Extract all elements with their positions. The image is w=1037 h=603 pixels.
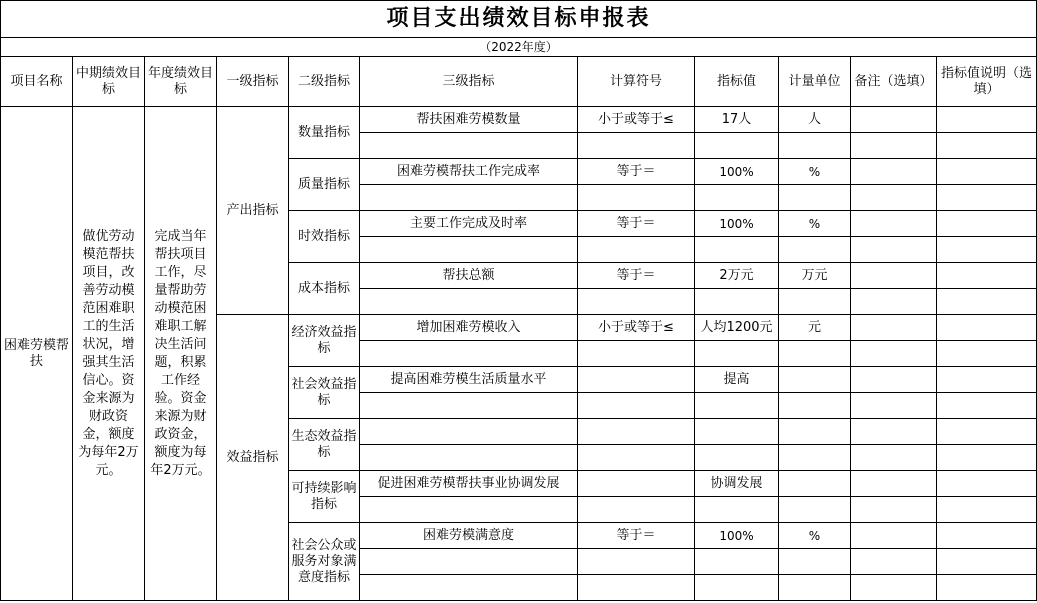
empty-cell xyxy=(779,341,851,367)
header-level3: 三级指标 xyxy=(360,57,578,107)
header-row xyxy=(1,57,1037,107)
empty-cell xyxy=(937,419,1037,445)
empty-cell xyxy=(695,549,779,575)
empty-cell xyxy=(695,419,779,445)
empty-cell xyxy=(360,185,578,211)
remark-cell xyxy=(851,263,937,289)
level3-cell: 提高困难劳模生活质量水平 xyxy=(360,367,578,393)
empty-cell xyxy=(360,419,578,445)
level3-cell: 主要工作完成及时率 xyxy=(360,211,578,237)
empty-cell xyxy=(578,575,695,601)
operator-cell: 等于＝ xyxy=(578,263,695,289)
empty-cell xyxy=(779,549,851,575)
level3-cell: 困难劳模帮扶工作完成率 xyxy=(360,159,578,185)
level1-benefit: 效益指标 xyxy=(217,315,289,601)
header-unit: 计量单位 xyxy=(779,57,851,107)
remark-cell xyxy=(851,107,937,133)
level3-cell: 困难劳模满意度 xyxy=(360,523,578,549)
level1-output: 产出指标 xyxy=(217,107,289,315)
empty-cell xyxy=(779,419,851,445)
unit-cell: % xyxy=(779,523,851,549)
empty-cell xyxy=(779,445,851,471)
level2-sustainable: 可持续影响指标 xyxy=(289,471,360,523)
empty-cell xyxy=(851,419,937,445)
empty-cell xyxy=(851,393,937,419)
remark-cell xyxy=(851,159,937,185)
level2-ecological: 生态效益指标 xyxy=(289,419,360,471)
empty-cell xyxy=(779,133,851,159)
empty-cell xyxy=(937,575,1037,601)
empty-cell xyxy=(695,133,779,159)
header-value-note: 指标值说明（选填） xyxy=(937,57,1037,107)
level2-quality: 质量指标 xyxy=(289,159,360,211)
value-note-cell xyxy=(937,471,1037,497)
empty-cell xyxy=(695,341,779,367)
level2-social: 社会效益指标 xyxy=(289,367,360,419)
header-annual-goal: 年度绩效目标 xyxy=(145,57,217,107)
value-note-cell xyxy=(937,315,1037,341)
level2-timeliness: 时效指标 xyxy=(289,211,360,263)
empty-cell xyxy=(360,549,578,575)
empty-cell xyxy=(360,445,578,471)
value-note-cell xyxy=(937,523,1037,549)
empty-cell xyxy=(578,419,695,445)
value-cell: 100% xyxy=(695,523,779,549)
unit-cell xyxy=(779,471,851,497)
header-operator: 计算符号 xyxy=(578,57,695,107)
empty-cell xyxy=(937,393,1037,419)
empty-cell xyxy=(695,185,779,211)
empty-cell xyxy=(937,133,1037,159)
empty-cell xyxy=(851,497,937,523)
empty-cell xyxy=(779,237,851,263)
empty-cell xyxy=(695,575,779,601)
value-cell: 17人 xyxy=(695,107,779,133)
value-cell: 100% xyxy=(695,211,779,237)
empty-cell xyxy=(851,341,937,367)
header-remark: 备注（选填） xyxy=(851,57,937,107)
value-cell: 提高 xyxy=(695,367,779,393)
header-level2: 二级指标 xyxy=(289,57,360,107)
unit-cell: 人 xyxy=(779,107,851,133)
empty-cell xyxy=(851,575,937,601)
level2-satisfaction: 社会公众或服务对象满意度指标 xyxy=(289,523,360,601)
empty-cell xyxy=(937,185,1037,211)
unit-cell: 万元 xyxy=(779,263,851,289)
unit-cell xyxy=(779,367,851,393)
level3-cell: 增加困难劳模收入 xyxy=(360,315,578,341)
empty-cell xyxy=(360,497,578,523)
empty-cell xyxy=(578,237,695,263)
project-name: 困难劳模帮扶 xyxy=(1,107,73,601)
empty-cell xyxy=(578,393,695,419)
table-row xyxy=(1,107,1037,133)
value-cell: 协调发展 xyxy=(695,471,779,497)
empty-cell xyxy=(360,133,578,159)
empty-cell xyxy=(937,289,1037,315)
header-value: 指标值 xyxy=(695,57,779,107)
level3-cell: 促进困难劳模帮扶事业协调发展 xyxy=(360,471,578,497)
empty-cell xyxy=(937,237,1037,263)
operator-cell: 小于或等于≤ xyxy=(578,315,695,341)
form-year: （2022年度） xyxy=(1,38,1037,57)
value-note-cell xyxy=(937,159,1037,185)
remark-cell xyxy=(851,471,937,497)
empty-cell xyxy=(578,133,695,159)
operator-cell: 等于＝ xyxy=(578,523,695,549)
value-cell: 100% xyxy=(695,159,779,185)
empty-cell xyxy=(779,575,851,601)
empty-cell xyxy=(937,341,1037,367)
empty-cell xyxy=(360,341,578,367)
unit-cell: % xyxy=(779,159,851,185)
value-note-cell xyxy=(937,367,1037,393)
empty-cell xyxy=(360,393,578,419)
form-title: 项目支出绩效目标申报表 xyxy=(1,1,1037,38)
value-note-cell xyxy=(937,263,1037,289)
empty-cell xyxy=(360,289,578,315)
empty-cell xyxy=(851,289,937,315)
header-level1: 一级指标 xyxy=(217,57,289,107)
operator-cell: 等于＝ xyxy=(578,211,695,237)
header-project-name: 项目名称 xyxy=(1,57,73,107)
empty-cell xyxy=(851,185,937,211)
remark-cell xyxy=(851,367,937,393)
empty-cell xyxy=(779,289,851,315)
level2-quantity: 数量指标 xyxy=(289,107,360,159)
value-note-cell xyxy=(937,107,1037,133)
remark-cell xyxy=(851,211,937,237)
empty-cell xyxy=(779,393,851,419)
empty-cell xyxy=(851,133,937,159)
empty-cell xyxy=(695,393,779,419)
empty-cell xyxy=(578,341,695,367)
value-cell: 人均1200元 xyxy=(695,315,779,341)
empty-cell xyxy=(578,497,695,523)
value-cell: 2万元 xyxy=(695,263,779,289)
remark-cell xyxy=(851,315,937,341)
remark-cell xyxy=(851,523,937,549)
header-mid-goal: 中期绩效目标 xyxy=(73,57,145,107)
empty-cell xyxy=(779,497,851,523)
level2-economic: 经济效益指标 xyxy=(289,315,360,367)
empty-cell xyxy=(779,185,851,211)
empty-cell xyxy=(937,445,1037,471)
empty-cell xyxy=(695,237,779,263)
unit-cell: 元 xyxy=(779,315,851,341)
level3-cell: 帮扶总额 xyxy=(360,263,578,289)
value-note-cell xyxy=(937,211,1037,237)
empty-cell xyxy=(695,497,779,523)
empty-cell xyxy=(851,445,937,471)
operator-cell: 小于或等于≤ xyxy=(578,107,695,133)
empty-cell xyxy=(851,237,937,263)
empty-cell xyxy=(851,549,937,575)
empty-cell xyxy=(578,289,695,315)
empty-cell xyxy=(578,549,695,575)
empty-cell xyxy=(937,497,1037,523)
empty-cell xyxy=(578,445,695,471)
mid-term-goal: 做优劳动模范帮扶项目，改善劳动模范困难职工的生活状况，增强其生活信心。资金来源为财政资金，额度为每年2万元。 xyxy=(73,107,145,601)
empty-cell xyxy=(937,549,1037,575)
level2-cost: 成本指标 xyxy=(289,263,360,315)
unit-cell: % xyxy=(779,211,851,237)
empty-cell xyxy=(360,575,578,601)
operator-cell xyxy=(578,367,695,393)
annual-goal: 完成当年帮扶项目工作，尽量帮助劳动模范困难职工解决生活问题，积累工作经验。资金来源为财政资金，额度为每年2万元。 xyxy=(145,107,217,601)
level3-cell: 帮扶困难劳模数量 xyxy=(360,107,578,133)
empty-cell xyxy=(695,289,779,315)
empty-cell xyxy=(578,185,695,211)
operator-cell: 等于＝ xyxy=(578,159,695,185)
empty-cell xyxy=(695,445,779,471)
operator-cell xyxy=(578,471,695,497)
empty-cell xyxy=(360,237,578,263)
